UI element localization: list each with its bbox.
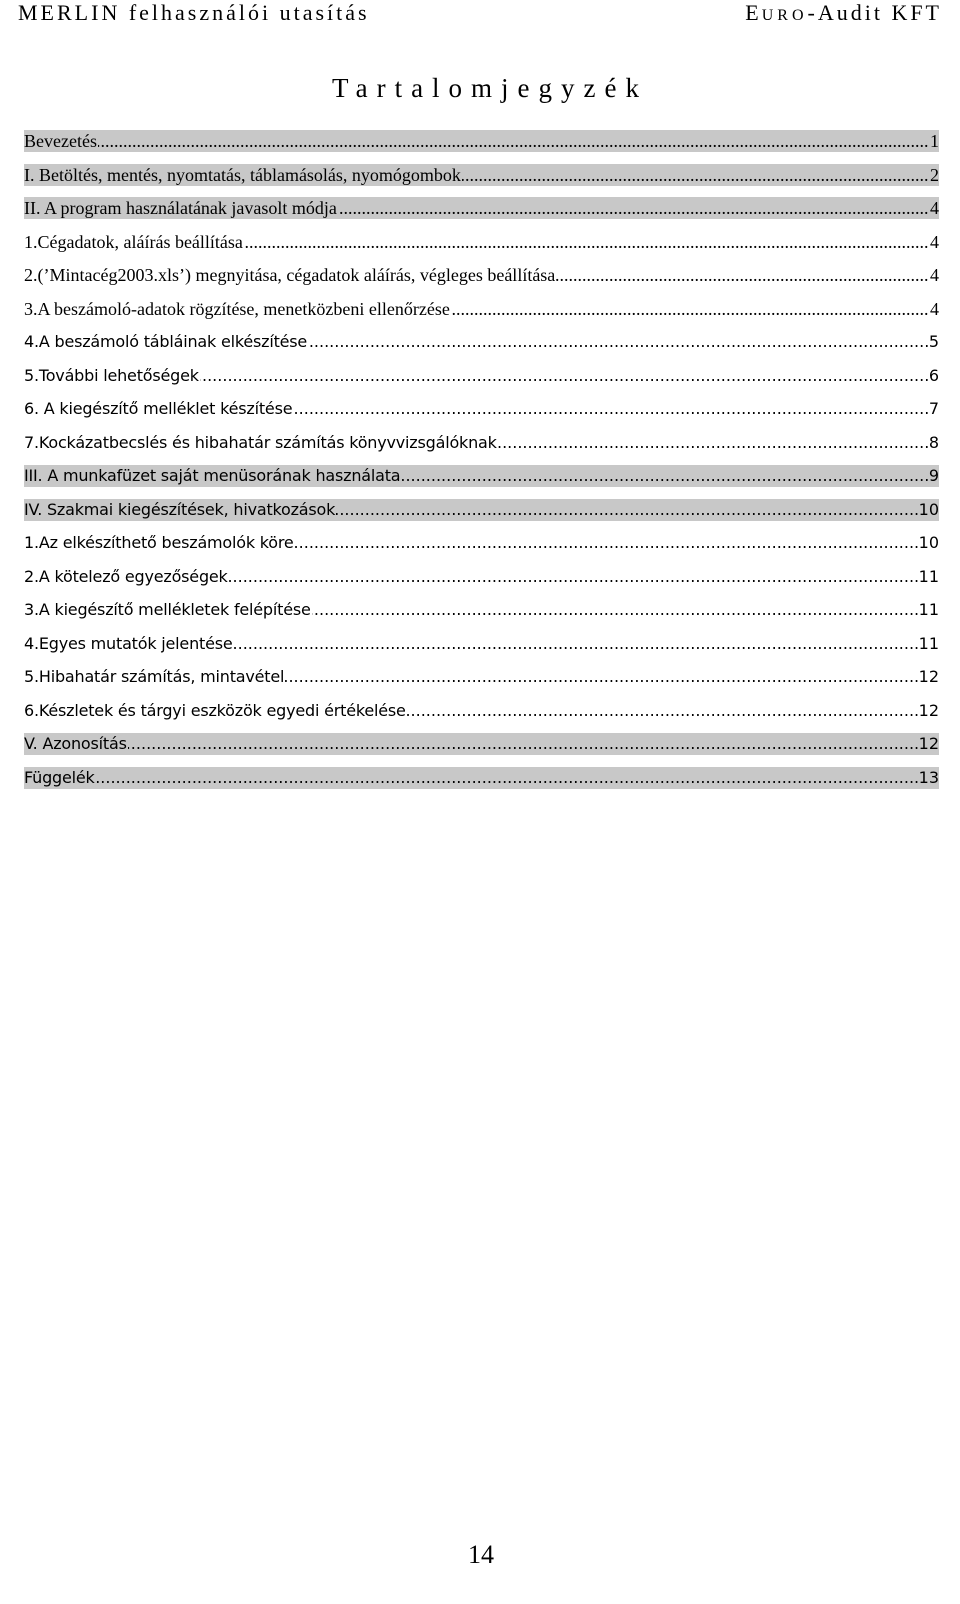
toc-entry-label: 1.Az elkészíthető beszámolók köre xyxy=(24,533,294,552)
document-title-header: MERLIN felhasználói utasítás xyxy=(18,0,370,25)
toc-entry-page: 4 xyxy=(930,198,939,218)
toc-entry-label: 3.A kiegészítő mellékletek felépítése xyxy=(24,600,311,619)
toc-entry-label: 4.Egyes mutatók jelentése xyxy=(24,633,233,653)
toc-entry-page: 4 xyxy=(930,231,939,252)
toc-entry-label: 6. A kiegészítő melléklet készítése xyxy=(24,399,293,418)
toc-entry-page: 9 xyxy=(928,466,939,485)
toc-entry-page: 2 xyxy=(930,164,939,185)
toc-entry[interactable] xyxy=(24,566,939,588)
toc-entry-page: 4 xyxy=(930,265,939,285)
toc-entry-page: 12 xyxy=(918,700,939,720)
company-name-header: EURO-Audit KFT xyxy=(745,0,942,25)
toc-entry[interactable] xyxy=(24,231,939,253)
toc-entry[interactable] xyxy=(24,398,939,420)
toc-entry[interactable] xyxy=(24,666,939,688)
toc-entry-label: 1.Cégadatok, aláírás beállítása xyxy=(24,231,243,252)
toc-entry-label: Függelék xyxy=(24,767,95,787)
toc-entry-label: 4.A beszámoló tábláinak elkészítése xyxy=(24,332,308,351)
page-header xyxy=(18,0,942,30)
toc-entry[interactable] xyxy=(24,499,939,521)
toc-entry-page: 13 xyxy=(918,767,939,787)
toc-entry[interactable] xyxy=(24,633,939,655)
toc-entry-label: 2.A kötelező egyezőségek xyxy=(24,566,228,586)
page-number: 14 xyxy=(468,1540,494,1569)
toc-entry[interactable] xyxy=(24,700,939,722)
toc-entry-page: 7 xyxy=(928,399,939,418)
toc-entry-label: III. A munkafüzet saját menüsorának használata xyxy=(24,466,401,485)
toc-entry[interactable] xyxy=(24,197,939,219)
toc-entry-page: 10 xyxy=(918,499,939,519)
toc-entry-page: 8 xyxy=(928,432,939,452)
toc-entry-label: 7.Kockázatbecslés és hibahatár számítás könyvvizsgálóknak xyxy=(24,432,497,452)
toc-entry-label: I. Betöltés, mentés, nyomtatás, táblamásolás, nyomógombok xyxy=(24,164,461,185)
toc-entry-label: 5.További lehetőségek xyxy=(24,365,199,385)
toc-entry[interactable] xyxy=(24,465,939,487)
toc-entry-label: 2.(’Mintacég2003.xls’) megnyitása, cégadatok aláírás, végleges beállítása xyxy=(24,265,556,285)
toc-entry-label: IV. Szakmai kiegészítések, hivatkozások xyxy=(24,499,336,519)
toc-entry[interactable] xyxy=(24,164,939,186)
toc-entry-label: 3.A beszámoló-adatok rögzítése, menetközbeni ellenőrzése xyxy=(24,298,450,319)
toc-entry[interactable] xyxy=(24,733,939,755)
toc-entry-page: 10 xyxy=(918,533,939,552)
toc-entry-page: 5 xyxy=(928,332,939,351)
page-title: Tartalomjegyzék xyxy=(331,73,649,103)
toc-entry-page: 4 xyxy=(930,298,939,319)
toc-entry-label: Bevezetés xyxy=(24,131,97,151)
toc-entry-label: V. Azonosítás xyxy=(24,734,127,753)
toc-entry-page: 1 xyxy=(930,131,939,151)
toc-entry[interactable] xyxy=(24,365,939,387)
table-of-contents xyxy=(24,130,939,800)
toc-entry[interactable] xyxy=(24,432,939,454)
toc-entry-label: 5.Hibahatár számítás, mintavétel xyxy=(24,667,285,686)
toc-entry[interactable] xyxy=(24,130,939,152)
toc-entry[interactable] xyxy=(24,298,939,320)
toc-entry-page: 11 xyxy=(918,633,939,653)
toc-entry-page: 12 xyxy=(918,667,939,686)
toc-entry[interactable] xyxy=(24,264,939,286)
toc-entry-page: 12 xyxy=(918,734,939,753)
toc-entry[interactable] xyxy=(24,599,939,621)
toc-entry-label: 6.Készletek és tárgyi eszközök egyedi értékelése xyxy=(24,700,406,720)
toc-entry-page: 6 xyxy=(928,365,939,385)
toc-entry[interactable] xyxy=(24,331,939,353)
toc-entry-label: II. A program használatának javasolt módja xyxy=(24,198,337,218)
toc-entry-page: 11 xyxy=(918,566,939,586)
toc-entry-page: 11 xyxy=(918,600,939,619)
toc-entry[interactable] xyxy=(24,532,939,554)
toc-entry[interactable] xyxy=(24,767,939,789)
